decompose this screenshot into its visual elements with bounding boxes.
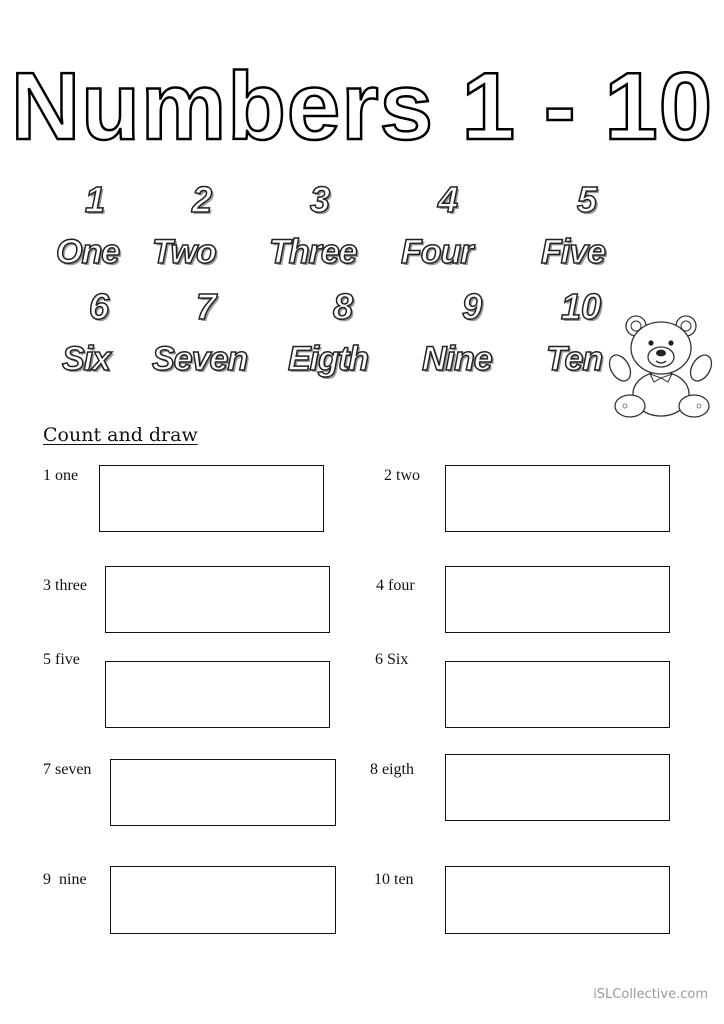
exercise-label-2: 2 two (384, 467, 420, 484)
drawing-box-1[interactable] (99, 465, 324, 532)
exercise-label-8: 8 eigth (370, 761, 414, 778)
drawing-box-2[interactable] (445, 465, 670, 532)
drawing-box-5[interactable] (105, 661, 330, 728)
number-word-7: Seven (152, 340, 248, 378)
drawing-box-4[interactable] (445, 566, 670, 633)
number-word-5: Five (541, 233, 606, 271)
number-word-4: Four (401, 233, 473, 271)
number-word-10: Ten (546, 340, 603, 378)
drawing-box-9[interactable] (110, 866, 336, 934)
number-word-2: Two (152, 233, 216, 271)
number-digit-8: 8 (332, 286, 354, 327)
number-digit-6: 6 (88, 286, 110, 327)
exercise-label-9: 9 nine (43, 871, 87, 888)
number-word-9: Nine (422, 340, 492, 378)
exercise-label-4: 4 four (376, 577, 415, 594)
drawing-box-10[interactable] (445, 866, 670, 934)
number-digit-3: 3 (309, 179, 331, 220)
exercise-label-10: 10 ten (374, 871, 414, 888)
number-word-1: One (56, 233, 120, 271)
number-digit-4: 4 (437, 179, 459, 220)
number-word-3: Three (269, 233, 357, 271)
teddy-bear-icon (606, 312, 716, 420)
number-digit-7: 7 (195, 286, 217, 327)
number-digit-5: 5 (576, 179, 598, 220)
footer-watermark: iSLCollective.com (593, 987, 708, 1002)
number-digit-2: 2 (191, 179, 213, 220)
exercise-label-5: 5 five (43, 651, 80, 668)
number-digit-10: 10 (560, 286, 602, 327)
number-digit-1: 1 (84, 179, 106, 220)
number-digit-9: 9 (461, 286, 483, 327)
exercise-label-7: 7 seven (43, 761, 92, 778)
number-word-8: Eigth (288, 340, 368, 378)
exercise-label-3: 3 three (43, 577, 87, 594)
worksheet-title: Numbers 1 - 10 (10, 53, 714, 160)
drawing-box-6[interactable] (445, 661, 670, 728)
exercise-label-1: 1 one (43, 467, 79, 484)
section-title: Count and draw (43, 424, 198, 446)
number-word-6: Six (62, 340, 111, 378)
drawing-box-7[interactable] (110, 759, 336, 826)
exercise-label-6: 6 Six (375, 651, 409, 668)
drawing-box-8[interactable] (445, 754, 670, 821)
drawing-box-3[interactable] (105, 566, 330, 633)
